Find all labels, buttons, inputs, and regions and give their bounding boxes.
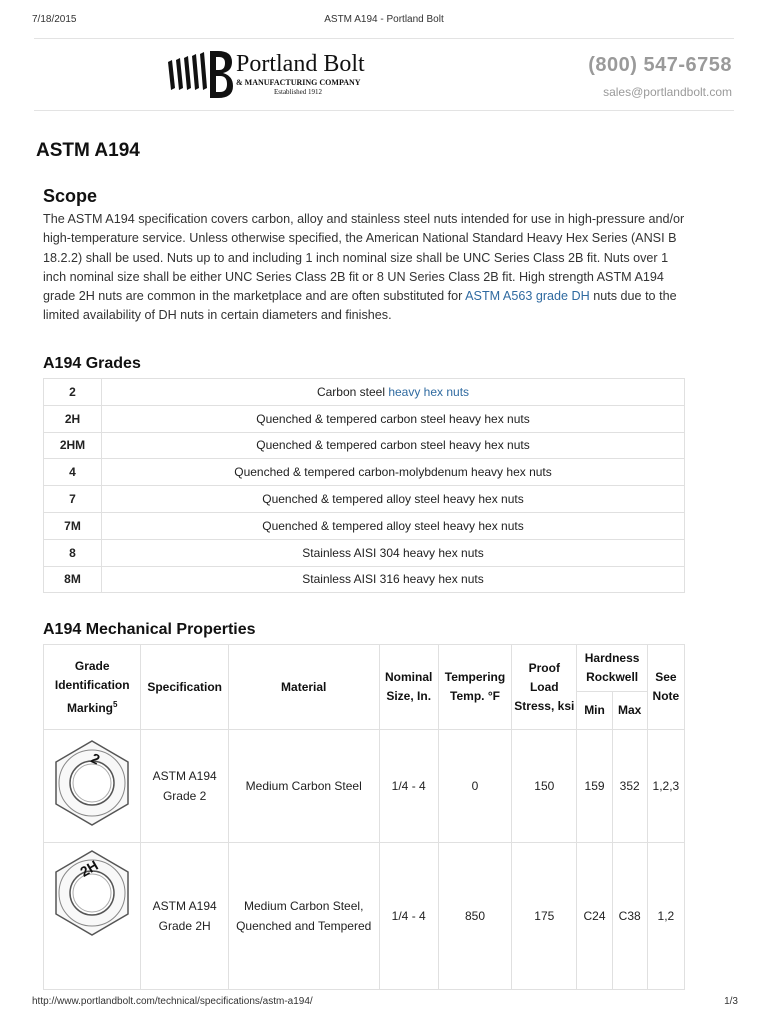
- header-nominal: Nominal Size, In.: [379, 645, 438, 730]
- grade-marking-cell: [44, 730, 141, 843]
- hex-nut-grade-2h-icon: [52, 845, 132, 941]
- grade-cell: 7M: [44, 512, 102, 539]
- hardness-max-cell: C38: [612, 843, 647, 990]
- grade-desc-text: Carbon steel: [316, 384, 389, 399]
- grade-description: Stainless AISI 316 heavy hex nuts: [102, 566, 685, 593]
- heavy-hex-nuts-link[interactable]: heavy hex nuts: [388, 384, 470, 399]
- grade-description: Quenched & tempered alloy steel heavy hex nuts: [102, 486, 685, 513]
- table-row: [44, 432, 685, 459]
- spec-cell: ASTM A194 Grade 2H: [141, 843, 228, 990]
- nominal-cell: 1/4 - 4: [379, 730, 438, 843]
- header-note: See Note: [647, 645, 684, 730]
- note-cell: 1,2,3: [647, 730, 684, 843]
- table-row: [44, 379, 685, 406]
- scope-paragraph: [43, 210, 693, 326]
- spec-cell: ASTM A194 Grade 2: [141, 730, 228, 843]
- table-row: [44, 486, 685, 513]
- table-row: [44, 730, 685, 843]
- page-number: 1/3: [724, 996, 738, 1007]
- tempering-cell: 0: [438, 730, 511, 843]
- table-row: [44, 512, 685, 539]
- hardness-min-cell: C24: [577, 843, 612, 990]
- scope-text: The ASTM A194 specification covers carbon, alloy and stainless steel nuts intended for use in high-pressure and/or high-temperature service. Unless otherwise specified, the American National Standard Heavy Hex Series (ANSI B 18.2.2) shall be used. Nuts up to and including 1 inch nominal size shall be UNC Series Class 2B fit. Nuts over 1 inch nominal size shall be either UNC Series Class 2B fit or 8 UN Series Class 2B fit. High strength ASTM A194 grade 2H nuts are common in the marketplace and are often substituted for: [43, 212, 685, 304]
- note-cell: 1,2: [647, 843, 684, 990]
- scope-heading: Scope: [43, 186, 98, 206]
- grade-cell: 2H: [44, 405, 102, 432]
- print-title: ASTM A194 - Portland Bolt: [324, 14, 444, 25]
- table-header-row: [44, 645, 685, 692]
- portland-bolt-logo[interactable]: [166, 48, 386, 100]
- scope-text-end: nuts due to the limited availability of DH nuts in certain diameters and finishes.: [43, 289, 677, 323]
- grade-description: Quenched & tempered carbon-molybdenum heavy hex nuts: [102, 459, 685, 486]
- grade-cell: 8M: [44, 566, 102, 593]
- page-url: http://www.portlandbolt.com/technical/specifications/astm-a194/: [32, 996, 313, 1007]
- header-marking: Grade Identification Marking$^5$: [44, 645, 141, 730]
- logo-brand: Portland Bolt: [236, 51, 365, 77]
- grade-description: Stainless AISI 304 heavy hex nuts: [102, 539, 685, 566]
- grade-description: Quenched & tempered carbon steel heavy hex nuts: [102, 405, 685, 432]
- logo-subtitle: & MANUFACTURING COMPANY: [236, 78, 361, 87]
- nominal-cell: 1/4 - 4: [379, 843, 438, 990]
- header-tempering: Tempering Temp. °F: [438, 645, 511, 730]
- logo-established: Established 1912: [274, 88, 323, 96]
- contact-block: [588, 54, 732, 99]
- grade-cell: 7: [44, 486, 102, 513]
- tempering-cell: 850: [438, 843, 511, 990]
- divider: [34, 110, 734, 111]
- material-cell: Medium Carbon Steel: [228, 730, 379, 843]
- header-proof-load: Proof Load Stress, ksi: [512, 645, 577, 730]
- footnote-ref: 5: [113, 699, 118, 709]
- divider: [34, 38, 734, 39]
- hardness-min-cell: 159: [577, 730, 612, 843]
- grade-marking-cell: [44, 843, 141, 990]
- grades-table: [43, 378, 685, 593]
- hex-nut-grade-2-icon: [52, 735, 132, 831]
- table-row: [44, 539, 685, 566]
- nut-marking-text: 2H: [77, 856, 102, 880]
- print-date: 7/18/2015: [32, 14, 77, 25]
- a563-dh-link[interactable]: ASTM A563 grade DH: [465, 289, 590, 304]
- proof-cell: 175: [512, 843, 577, 990]
- header-min: Min: [577, 691, 612, 729]
- material-cell: Medium Carbon Steel, Quenched and Tempered: [228, 843, 379, 990]
- grade-cell: 4: [44, 459, 102, 486]
- table-row: [44, 459, 685, 486]
- grade-cell: 8: [44, 539, 102, 566]
- phone-number[interactable]: (800) 547-6758: [588, 54, 732, 76]
- grade-cell: 2HM: [44, 432, 102, 459]
- grade-description: Quenched & tempered carbon steel heavy hex nuts: [102, 432, 685, 459]
- mechanical-heading: A194 Mechanical Properties: [43, 621, 256, 638]
- table-row: [44, 405, 685, 432]
- page-title: ASTM A194: [36, 140, 140, 161]
- mechanical-table: [43, 644, 685, 990]
- email-link[interactable]: sales@portlandbolt.com: [603, 85, 732, 99]
- table-row: [44, 843, 685, 990]
- header-max: Max: [612, 691, 647, 729]
- hardness-max-cell: 352: [612, 730, 647, 843]
- header-material: Material: [228, 645, 379, 730]
- grade-cell: 2: [44, 379, 102, 406]
- grade-description: [102, 379, 685, 406]
- header-specification: Specification: [141, 645, 228, 730]
- grades-heading: A194 Grades: [43, 355, 141, 372]
- header-hardness: Hardness Rockwell: [577, 645, 647, 692]
- nut-marking-text: 2: [88, 749, 103, 768]
- bolt-logo-icon: [166, 48, 234, 100]
- table-row: [44, 566, 685, 593]
- grade-description: Quenched & tempered alloy steel heavy hex nuts: [102, 512, 685, 539]
- proof-cell: 150: [512, 730, 577, 843]
